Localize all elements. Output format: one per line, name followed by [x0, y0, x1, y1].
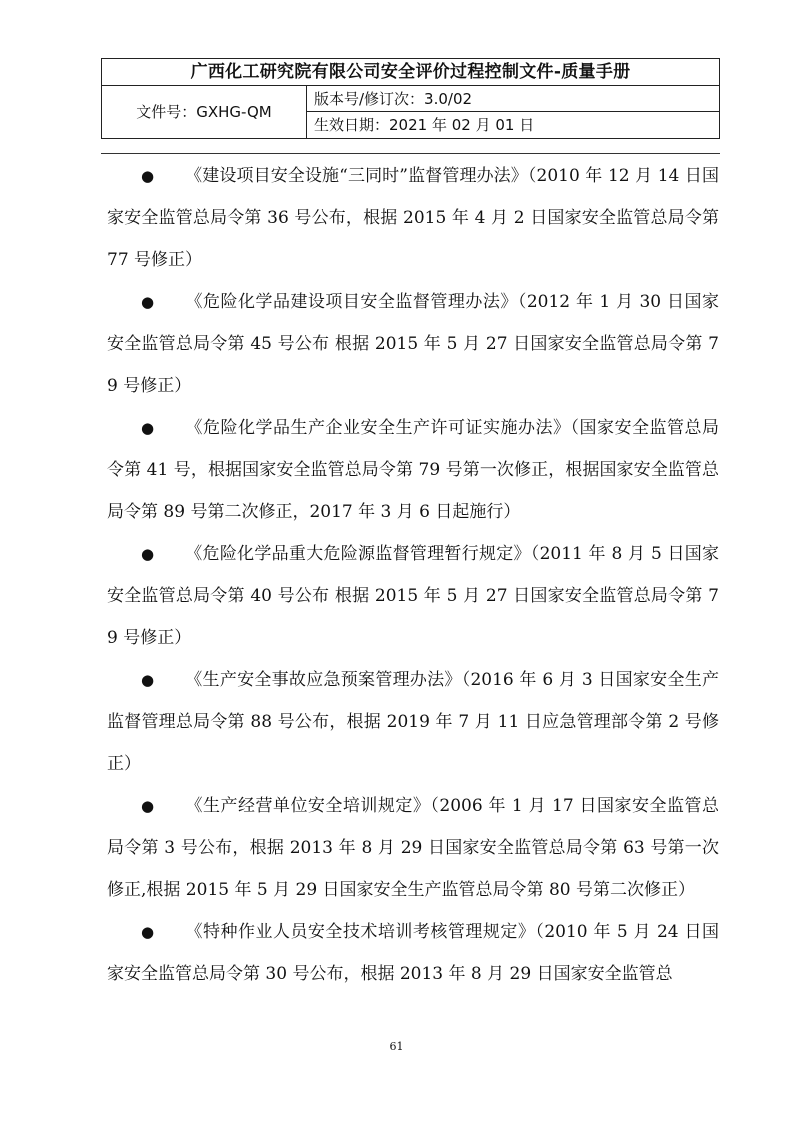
document-number: 文件号：GXHG-QM — [102, 86, 307, 139]
bullet-icon: ● — [141, 419, 155, 437]
bullet-icon: ● — [141, 293, 155, 311]
bullet-icon: ● — [141, 923, 155, 941]
list-item-text: 《生产安全事故应急预案管理办法》（2016 年 6 月 3 日国家安全生产监督管理总局令第 88 号公布，根据 2019 年 7 月 11 日应急管理部令第 2 号修正） — [107, 670, 719, 774]
header-title: 广西化工研究院有限公司安全评价过程控制文件-质量手册 — [102, 59, 719, 86]
bullet-icon: ● — [141, 797, 155, 815]
page-number: 61 — [389, 1040, 404, 1053]
bullet-icon: ● — [141, 671, 155, 689]
list-item — [107, 155, 719, 281]
effective-date: 生效日期：2021 年 02 月 01 日 — [314, 116, 535, 134]
version-revision: 版本号/修订次：3.0/02 — [307, 86, 719, 112]
header-divider — [101, 153, 720, 154]
list-item-text: 《危险化学品重大危险源监督管理暂行规定》（2011 年 8 月 5 日国家安全监管总局令第 40 号公布 根据 2015 年 5 月 27 日国家安全监管总局令第 79 号修正） — [107, 544, 719, 648]
list-item — [107, 911, 719, 995]
list-item-text: 《建设项目安全设施“三同时”监督管理办法》（2010 年 12 月 14 日国家安全监管总局令第 36 号公布，根据 2015 年 4 月 2 日国家安全监管总局令第 77 号修正） — [107, 166, 719, 270]
list-item — [107, 659, 719, 785]
list-item — [107, 281, 719, 407]
bullet-icon: ● — [141, 167, 155, 185]
bullet-icon: ● — [141, 545, 155, 563]
list-item — [107, 785, 719, 911]
list-item-text: 《特种作业人员安全技术培训考核管理规定》（2010 年 5 月 24 日国家安全监管总局令第 30 号公布，根据 2013 年 8 月 29 日国家安全监管总 — [107, 922, 719, 984]
list-item — [107, 407, 719, 533]
list-item-text: 《危险化学品建设项目安全监督管理办法》（2012 年 1 月 30 日国家安全监管总局令第 45 号公布 根据 2015 年 5 月 27 日国家安全监管总局令第 79 号修正） — [107, 292, 719, 396]
list-item-text: 《危险化学品生产企业安全生产许可证实施办法》（国家安全监管总局令第 41 号，根据国家安全监管总局令第 79 号第一次修正，根据国家安全监管总局令第 89 号第二次修正，2017 年 3 月 6 日起施行） — [107, 418, 719, 522]
regulation-list — [107, 155, 719, 995]
list-item — [107, 533, 719, 659]
document-header — [101, 58, 720, 139]
list-item-text: 《生产经营单位安全培训规定》（2006 年 1 月 17 日国家安全监管总局令第 3 号公布，根据 2013 年 8 月 29 日国家安全监管总局令第 63 号第一次修正,根据 2015 年 5 月 29 日国家安全生产监管总局令第 80 号第二次修正） — [107, 796, 719, 900]
